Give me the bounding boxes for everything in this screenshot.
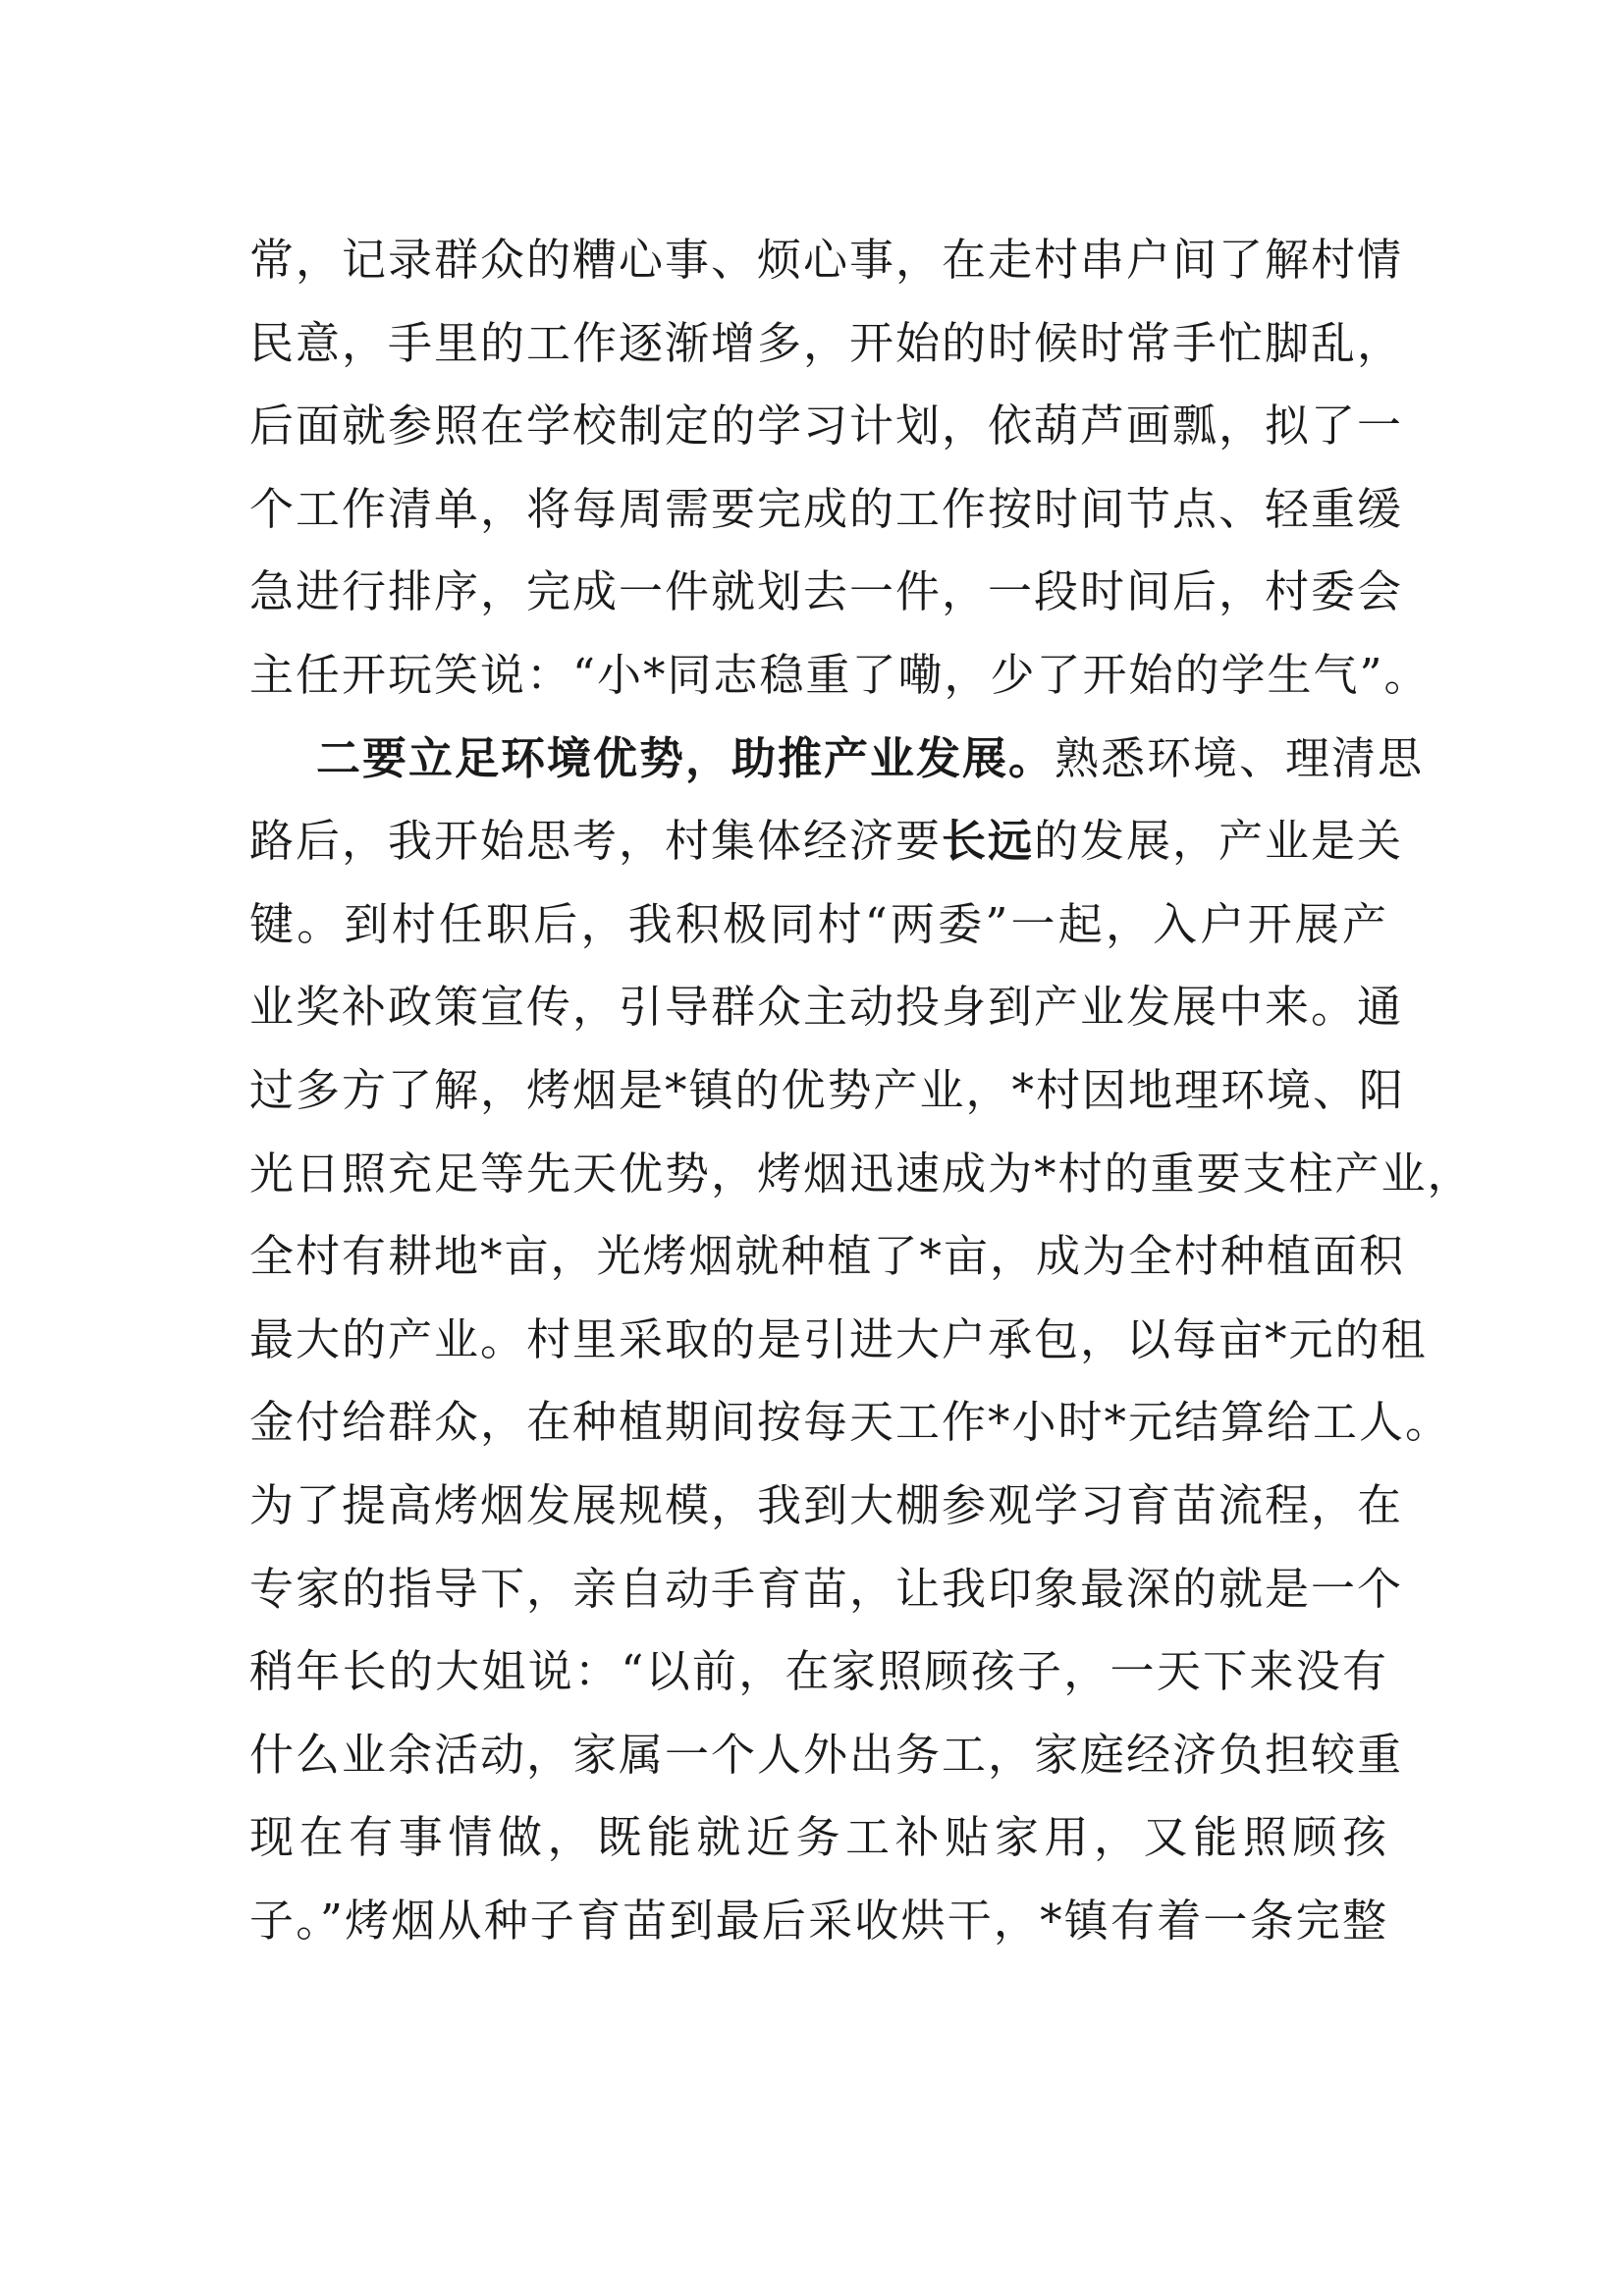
- text-segment: 的发展，产业是关: [1034, 815, 1404, 868]
- text-line: 后面就参照在学校制定的学习计划，依葫芦画瓢，拟了一: [249, 400, 1404, 453]
- text-line: 光日照充足等先天优势，烤烟迅速成为*村的重要支柱产业，: [249, 1147, 1474, 1200]
- section-heading: 二要立足环境优势，助推产业发展。: [316, 731, 1056, 784]
- text-line: [249, 800, 1404, 883]
- text-line: 金付给群众，在种植期间按每天工作*小时*元结算给工人。: [249, 1396, 1452, 1449]
- text-line: 专家的指导下，亲自动手育苗，让我印象最深的就是一个: [249, 1562, 1404, 1615]
- text-line: 现在有事情做，既能就近务工补贴家用，又能照顾孩: [249, 1811, 1388, 1864]
- text-line: 子。”烤烟从种子育苗到最后采收烘干，*镇有着一条完整: [249, 1894, 1388, 1947]
- text-line: 键。到村任职后，我积极同村“两委”一起，入户开展产: [249, 897, 1388, 950]
- text-line: 个工作清单，将每周需要完成的工作按时间节点、轻重缓: [249, 482, 1404, 535]
- text-line: 急进行排序，完成一件就划去一件，一段时间后，村委会: [249, 565, 1404, 618]
- text-line: 业奖补政策宣传，引导群众主动投身到产业发展中来。通: [249, 981, 1404, 1034]
- text-segment: 熟悉环境、理清思: [1055, 731, 1425, 784]
- text-line: 为了提高烤烟发展规模，我到大棚参观学习育苗流程，在: [249, 1478, 1404, 1531]
- text-line: 稍年长的大姐说：“以前，在家照顾孩子，一天下来没有: [249, 1645, 1388, 1698]
- paragraph-first-line: [249, 718, 1425, 801]
- text-line: 民意，手里的工作逐渐增多，开始的时候时常手忙脚乱，: [249, 316, 1404, 369]
- text-line: 主任开玩笑说：“小*同志稳重了嘞，少了开始的学生气”。: [249, 648, 1431, 701]
- text-line: 全村有耕地*亩，光烤烟就种植了*亩，成为全村种植面积: [249, 1230, 1406, 1283]
- text-line: 常，记录群众的糟心事、烦心事，在走村串户间了解村情: [249, 234, 1404, 286]
- body-text: [249, 219, 1474, 1962]
- text-line: 最大的产业。村里采取的是引进大户承包，以每亩*元的租: [249, 1312, 1428, 1365]
- text-segment: 路后，我开始思考，村集体经济要: [249, 815, 943, 868]
- emphasized-text: 长远: [942, 815, 1035, 868]
- text-line: 什么业余活动，家属一个人外出务工，家庭经济负担较重: [249, 1728, 1404, 1781]
- text-line: 过多方了解，烤烟是*镇的优势产业，*村因地理环境、阳: [249, 1063, 1406, 1116]
